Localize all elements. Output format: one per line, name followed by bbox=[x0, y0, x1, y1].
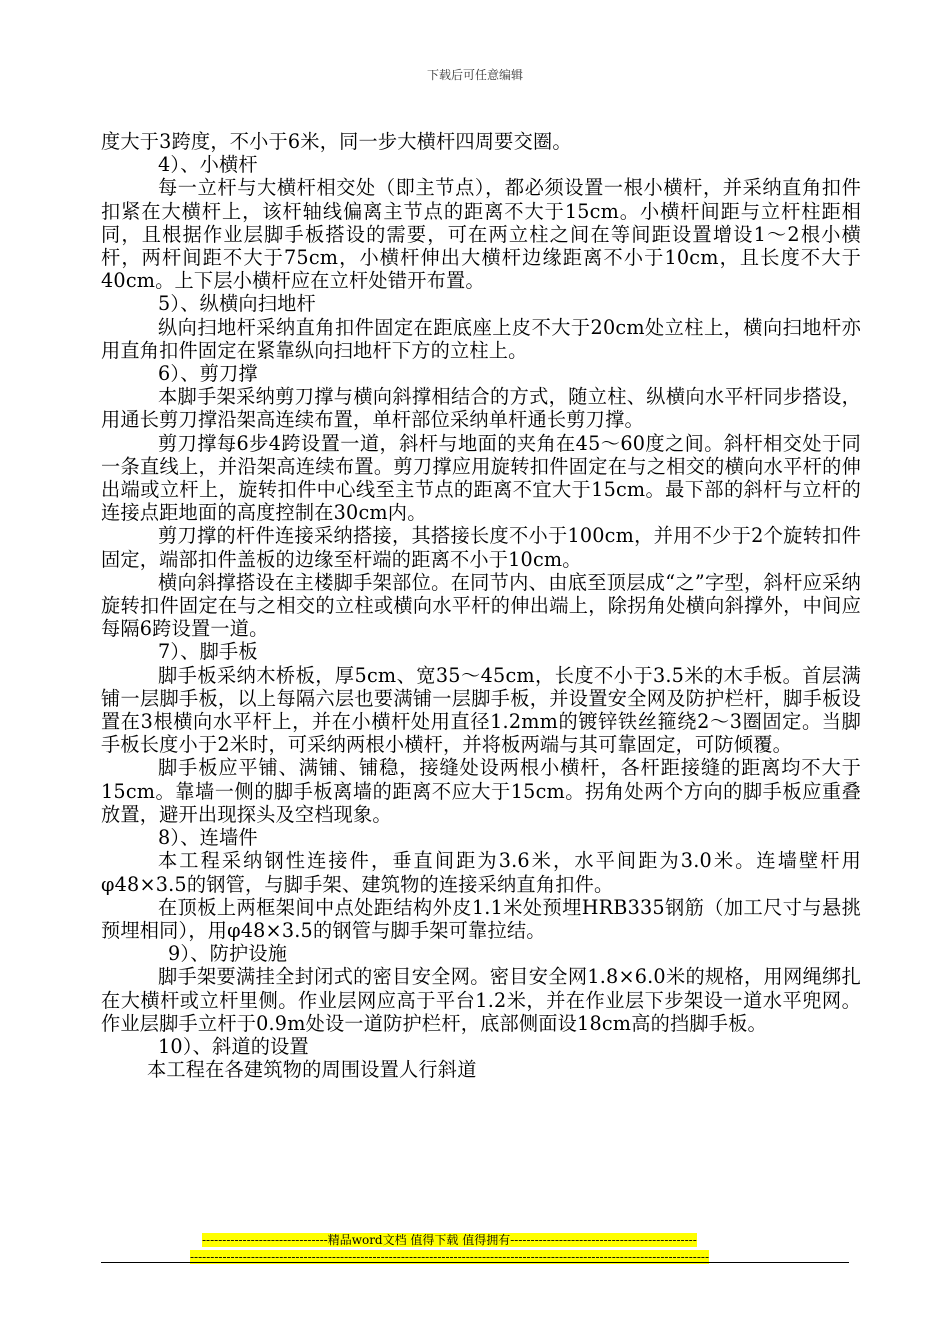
body-paragraph: 纵向扫地杆采纳直角扣件固定在距底座上皮不大于20cm处立柱上，横向扫地杆亦用直角扣件固定在紧靠纵向扫地杆下方的立柱上。 bbox=[101, 315, 861, 362]
body-paragraph: 度大于3跨度，不小于6米，同一步大横杆四周要交圈。 bbox=[101, 130, 572, 153]
body-paragraph: 在顶板上两框架间中点处距结构外皮1.1米处预埋HRB335钢筋（加工尺寸与悬挑预埋相同），用φ48×3.5的钢管与脚手架可靠拉结。 bbox=[101, 895, 861, 942]
footer-banner bbox=[190, 1232, 790, 1266]
section-heading: 8）、连墙件 bbox=[158, 826, 258, 850]
body-paragraph: 每一立杆与大横杆相交处（即主节点），都必须设置一根小横杆，并采纳直角扣件扣紧在大横杆上，该杆轴线偏离主节点的距离不大于15cm。小横杆间距与立杆柱距相同，且根据作业层脚手板搭设的需要，可在两立柱之间在等间距设置增设1～2根小横杆，两杆间距不大于75cm，小横杆伸出大横杆边缘距离不小于10cm，且长度不大于40cm。上下层小横杆应在立杆处错开布置。 bbox=[101, 176, 861, 293]
body-paragraph: 剪刀撑的杆件连接采纳搭接，其搭接长度不小于100cm，并用不少于2个旋转扣件固定，端部扣件盖板的边缘至杆端的距离不小于10cm。 bbox=[101, 524, 861, 571]
body-paragraph: 脚手架要满挂全封闭式的密目安全网。密目安全网1.8×6.0米的规格，用网绳绑扎在大横杆或立杆里侧。作业层网应高于平台1.2米，并在作业层下步架设一道水平兜网。作业层脚手立杆于0.9m处设一道防护栏杆，底部侧面设18cm高的挡脚手板。 bbox=[101, 965, 861, 1035]
body-paragraph: 横向斜撑搭设在主楼脚手架部位。在同节内、由底至顶层成“之”字型，斜杆应采纳旋转扣件固定在与之相交的立柱或横向水平杆的伸出端上，除拐角处横向斜撑外，中间应每隔6跨设置一道。 bbox=[101, 570, 861, 641]
page-header-note: 下载后可任意编辑 bbox=[426, 68, 523, 82]
section-heading: 10）、斜道的设置 bbox=[158, 1034, 309, 1058]
section-heading: 9）、防护设施 bbox=[168, 942, 288, 966]
body-paragraph: 剪刀撑每6步4跨设置一道，斜杆与地面的夹角在45～60度之间。斜杆相交处于同一条直线上，并沿架高连续布置。剪刀撑应用旋转扣件固定在与之相交的横向水平杆的伸出端或立杆上，旋转扣件中心线至主节点的距离不宜大于15cm。最下部的斜杆与立杆的连接点距地面的高度控制在30cm内。 bbox=[101, 431, 861, 525]
body-paragraph: 脚手板应平铺、满铺、铺稳，接缝处设两根小横杆，各杆距接缝的距离均不大于15cm。靠墙一侧的脚手板离墙的距离不应大于15cm。拐角处两个方向的脚手板应重叠放置，避开出现探头及空档现象。 bbox=[101, 756, 861, 826]
footer-line-2: -------------------------------------------------------------------------------------------------------------------------------- bbox=[190, 1250, 709, 1264]
body-paragraph: 本工程采纳钢性连接件，垂直间距为3.6米，水平间距为3.0米。连墙壁杆用φ48×3.5的钢管，与脚手架、建筑物的连接采纳直角扣件。 bbox=[101, 849, 861, 896]
body-paragraph: 本工程在各建筑物的周围设置人行斜道 bbox=[147, 1058, 477, 1082]
section-heading: 6）、剪刀撑 bbox=[158, 362, 258, 386]
section-heading: 4）、小横杆 bbox=[158, 153, 258, 177]
body-paragraph: 本脚手架采纳剪刀撑与横向斜撑相结合的方式，随立柱、纵横向水平杆同步搭设，用通长剪刀撑沿架高连续布置，单杆部位采纳单杆通长剪刀撑。 bbox=[101, 385, 861, 432]
body-paragraph: 脚手板采纳木桥板，厚5cm、宽35～45cm，长度不小于3.5米的木手板。首层满铺一层脚手板，以上每隔六层也要满铺一层脚手板，并设置安全网及防护栏杆，脚手板设置在3根横向水平杆上，并在小横杆处用直径1.2mm的镀锌铁丝箍绕2～3圈固定。当脚手板长度小于2米时，可采纳两根小横杆，并将板两端与其可靠固定，可防倾覆。 bbox=[101, 663, 861, 757]
section-heading: 7）、脚手板 bbox=[158, 640, 258, 664]
footer-line-1: -------------------------------精品word文档 值得下载 值得拥有---------------------------------------------- bbox=[202, 1233, 697, 1247]
section-heading: 5）、纵横向扫地杆 bbox=[158, 292, 316, 316]
document-body bbox=[101, 130, 861, 1081]
footer-rule bbox=[101, 1262, 849, 1263]
